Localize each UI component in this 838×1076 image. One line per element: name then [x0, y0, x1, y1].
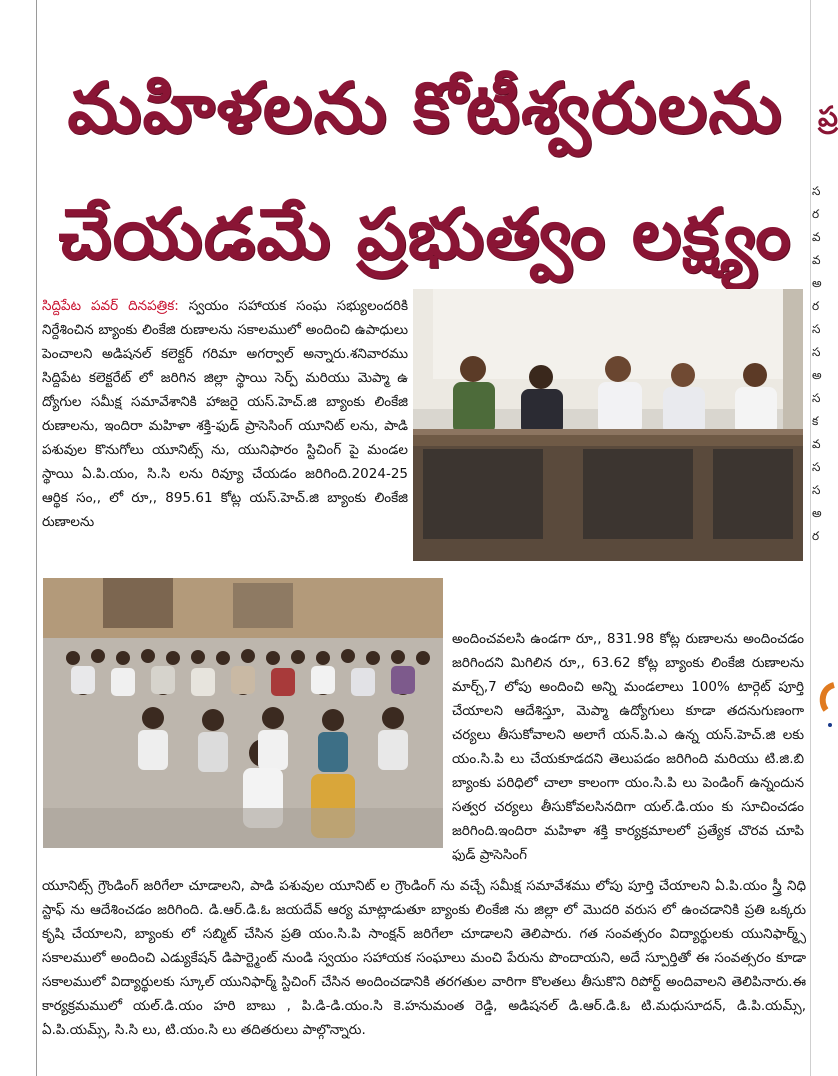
adjacent-column-glyph: వ [812, 230, 821, 244]
adjacent-column-glyph: వ [812, 253, 821, 267]
article-paragraph-1-text: స్వయం సహాయక సంఘ సభ్యులందరికి నిర్దేశించిన బ్యాంకు లింకేజి రుణాలను సకాలములో అందించి ఉపాధులు పెంచాలని అడిషనల్ కలెక్టర్ గరిమా అగర్వాల్ అన్నారు.శనివారము సిద్దిపేట కలెక్టరేట్ లో జరిగిన జిల్లా స్థాయి సెర్ప్ మరియు మెప్మా ఉ ద్యోగుల సమీక్ష సమావేశానికి హాజరై యస్.హెచ్.జి బ్యాంకు లింకేజి రుణాలను, ఇందిరా మహిళా శక్తి-ఫుడ్ ప్రాసెసింగ్ యూనిట్ లను, పాడి పశువుల కొనుగోలు యూనిట్స్ ను, యునిఫారం స్టిచింగ్ పై మండల స్థాయి ఏ.పి.యం, సి.సి లను రివ్యూ చేయడం జరిగింది.2024-25 ఆర్థిక సం,, లో రూ,, 895.61 కోట్ల యస్.హెచ్.జి బ్యాంకు లింకేజి రుణాలను [42, 298, 408, 530]
adjacent-column-glyph: వ [812, 437, 821, 451]
adjacent-column-graphic-fragment [816, 680, 835, 740]
byline: సిద్దిపేట పవర్ దినపత్రిక: [42, 298, 179, 314]
adjacent-column-glyph: ర [812, 529, 820, 543]
adjacent-column-glyph: స [812, 345, 821, 359]
article-paragraph-2: అందించవలసి ఉండగా రూ,, 831.98 కోట్ల రుణాలను అందించడం జరిగిందని మిగిలిన రూ,, 63.62 కోట్ల బ్యాంకు లింకేజి రుణాలను మార్చ్,7 లోపు అందించి అన్ని మండలాలు 100% టార్గెట్ పూర్తి చేయాలని ఆదేశిస్తూ, మెప్మా ఉద్యోగులు కూడా తదనుగుణంగా చర్యలు తీసుకోవాలని అలాగే యన్.పి.ఎ ఉన్న యస్.హెచ్.జి లకు యం.సి.పి లు చేయకూడదని తెలుపడం జరిగింది మరియు టి.జి.బి బ్యాంకు పరిధిలో చాలా కాలంగా యం.సి.పి లు పెండింగ్ ఉన్నందున సత్వర చర్యలు తీసుకోవలసినదిగా యల్.డి.యం కు సూచించడం జరిగింది.ఇందిరా మహిళా శక్తి కార్యక్రమాలలో ప్రత్యేక చొరవ చూపి ఫుడ్ ప్రాసెసింగ్ [452, 631, 804, 863]
adjacent-column-text-fragment [812, 180, 835, 640]
adjacent-column-glyph: ర [812, 299, 820, 313]
headline-line-1: మహిళలను కోటీశ్వరులను [67, 66, 783, 149]
adjacent-column-glyph: స [812, 460, 821, 474]
meeting-officials-photo [413, 289, 803, 561]
adjacent-column-glyph: ర [812, 207, 820, 221]
adjacent-column-glyph: స [812, 483, 821, 497]
article-paragraph-1 [42, 294, 408, 534]
adjacent-column-glyph: అ [812, 506, 822, 520]
adjacent-column-glyph: క [812, 414, 819, 428]
adjacent-column-headline-fragment: ప్ర [818, 100, 838, 133]
column-divider [810, 0, 811, 1076]
adjacent-column-glyph: స [812, 322, 821, 336]
adjacent-column-glyph: అ [812, 276, 822, 290]
audience-hall-photo [43, 578, 443, 848]
article-paragraph-3: యూనిట్స్ గ్రౌండింగ్ జరిగేలా చూడాలని, పాడి పశువుల యూనిట్ ల గ్రౌండింగ్ ను వచ్చే సమీక్ష సమావేశము లోపు పూర్తి చేయాలని ఏ.పి.యం స్త్రీ నిధి స్టాఫ్ ను ఆదేశించడం జరిగింది. డి.ఆర్.డి.ఓ జయదేవ్ ఆర్య మాట్లాడుతూ బ్యాంకు లింకేజి ను జిల్లా లో మొదరి వరుస లో ఉంచడానికి ప్రతి ఒక్కరు కృషి చేయాలని, బ్యాంకు లో సబ్మిట్ చేసిన ప్రతి యం.సి.పి సాంక్షన్ జరిగేలా చూడాలని తెలిపారు. గత సంవత్సరం విద్యార్థులకు యునిఫార్మ్స్ సకాలములో అందించి ఎడ్యుకేషన్ డిపార్ట్మెంట్ నుండి స్వయం సహాయక సంఘాలు మంచి పేరును పొందాయని, అదే స్పూర్తితో ఈ సంవత్సరం కూడా సకాలములో విద్యార్థులకు స్కూల్ యునిఫార్మ్ స్టిచింగ్ చేసిన అందించడానికి తరగతుల వారిగా కొలతలు తీసుకొని రిపోర్ట్ అందివాలని తెలిపినారు.ఈ కార్యక్రమములో యల్.డి.యం హరి బాబు , పి.డి-డి.యం.సి కె.హనుమంత రెడ్డి, అడిషనల్ డి.ఆర్.డి.ఓ టి.మధుసూదన్, డి.పి.యమ్స్, ఏ.పి.యమ్స్, సి.సి లు, టి.యం.సి లు తదితరులు పాల్గొన్నారు. [42, 878, 806, 1038]
page-left-rule [36, 0, 37, 1076]
headline-line-2: చేయడమే ప్రభుత్వం లక్ష్యం [58, 192, 792, 275]
adjacent-column-glyph: అ [812, 368, 822, 382]
adjacent-column-glyph: స [812, 184, 821, 198]
adjacent-column-glyph: స [812, 391, 821, 405]
